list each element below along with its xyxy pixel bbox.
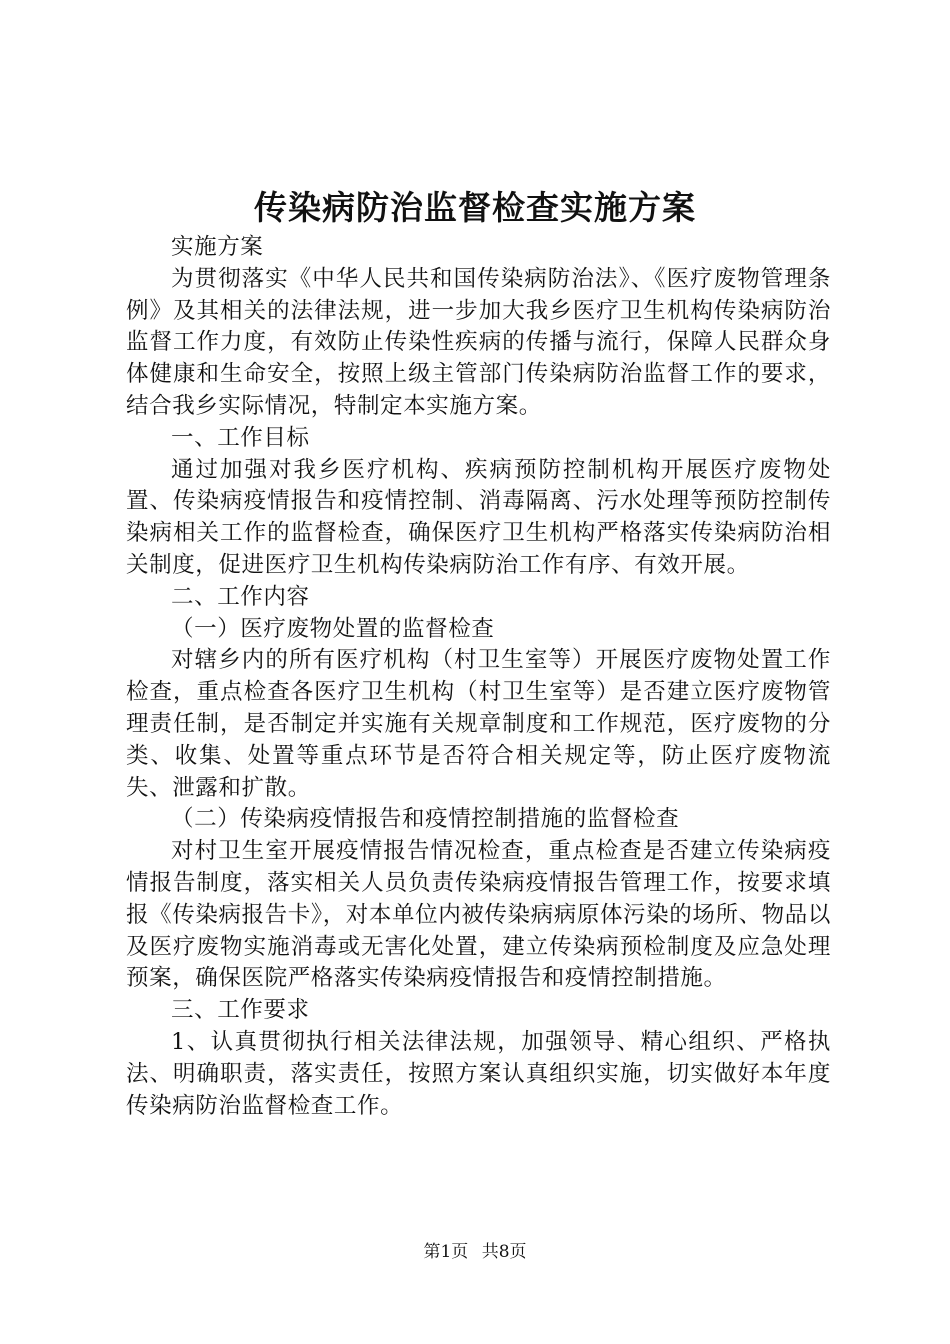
page-number: 第1页 — [423, 1242, 469, 1262]
paragraph-report: 对村卫生室开展疫情报告情况检查，重点检查是否建立传染病疫情报告制度，落实相关人员负责传染病疫情报告管理工作，按要求填报《传染病报告卡》，对本单位内被传染病病原体污染的场所、物品以及医疗废物实施消毒或无害化处置，建立传染病预检制度及应急处理预案，确保医院严格落实传染病疫情报告和疫情控制措施。 — [126, 838, 831, 992]
paragraph-goals: 通过加强对我乡医疗机构、疾病预防控制机构开展医疗废物处置、传染病疫情报告和疫情控制、消毒隔离、污水处理等预防控制传染病相关工作的监督检查，确保医疗卫生机构严格落实传染病防治相关制度，促进医疗卫生机构传染病防治工作有序、有效开展。 — [126, 456, 831, 578]
subsection-heading-report: （二）传染病疫情报告和疫情控制措施的监督检查 — [171, 806, 680, 833]
section-heading-content: 二、工作内容 — [171, 583, 310, 610]
section-heading-goals: 一、工作目标 — [171, 424, 310, 451]
paragraph-heading-plan: 实施方案 — [171, 234, 264, 260]
page-footer — [0, 1240, 950, 1264]
document-title: 传染病防治监督检查实施方案 — [254, 188, 696, 227]
page-total: 共8页 — [481, 1242, 527, 1262]
paragraph-intro: 为贯彻落实《中华人民共和国传染病防治法》、《医疗废物管理条例》及其相关的法律法规，进一步加大我乡医疗卫生机构传染病防治监督工作力度，有效防止传染性疾病的传播与流行，保障人民群众身体健康和生命安全，按照上级主管部门传染病防治监督工作的要求，结合我乡实际情况，特制定本实施方案。 — [126, 265, 831, 419]
paragraph-requirement-1: 1、认真贯彻执行相关法律法规，加强领导、精心组织、严格执法、明确职责，落实责任，按照方案认真组织实施，切实做好本年度传染病防治监督检查工作。 — [126, 1028, 831, 1119]
section-heading-requirements: 三、工作要求 — [171, 997, 310, 1024]
document-body — [126, 232, 831, 1122]
paragraph-waste: 对辖乡内的所有医疗机构（村卫生室等）开展医疗废物处置工作检查，重点检查各医疗卫生机构（村卫生室等）是否建立医疗废物管理责任制，是否制定并实施有关规章制度和工作规范，医疗废物的分类、收集、处置等重点环节是否符合相关规定等，防止医疗废物流失、泄露和扩散。 — [126, 647, 831, 801]
subsection-heading-waste: （一）医疗废物处置的监督检查 — [171, 615, 495, 642]
